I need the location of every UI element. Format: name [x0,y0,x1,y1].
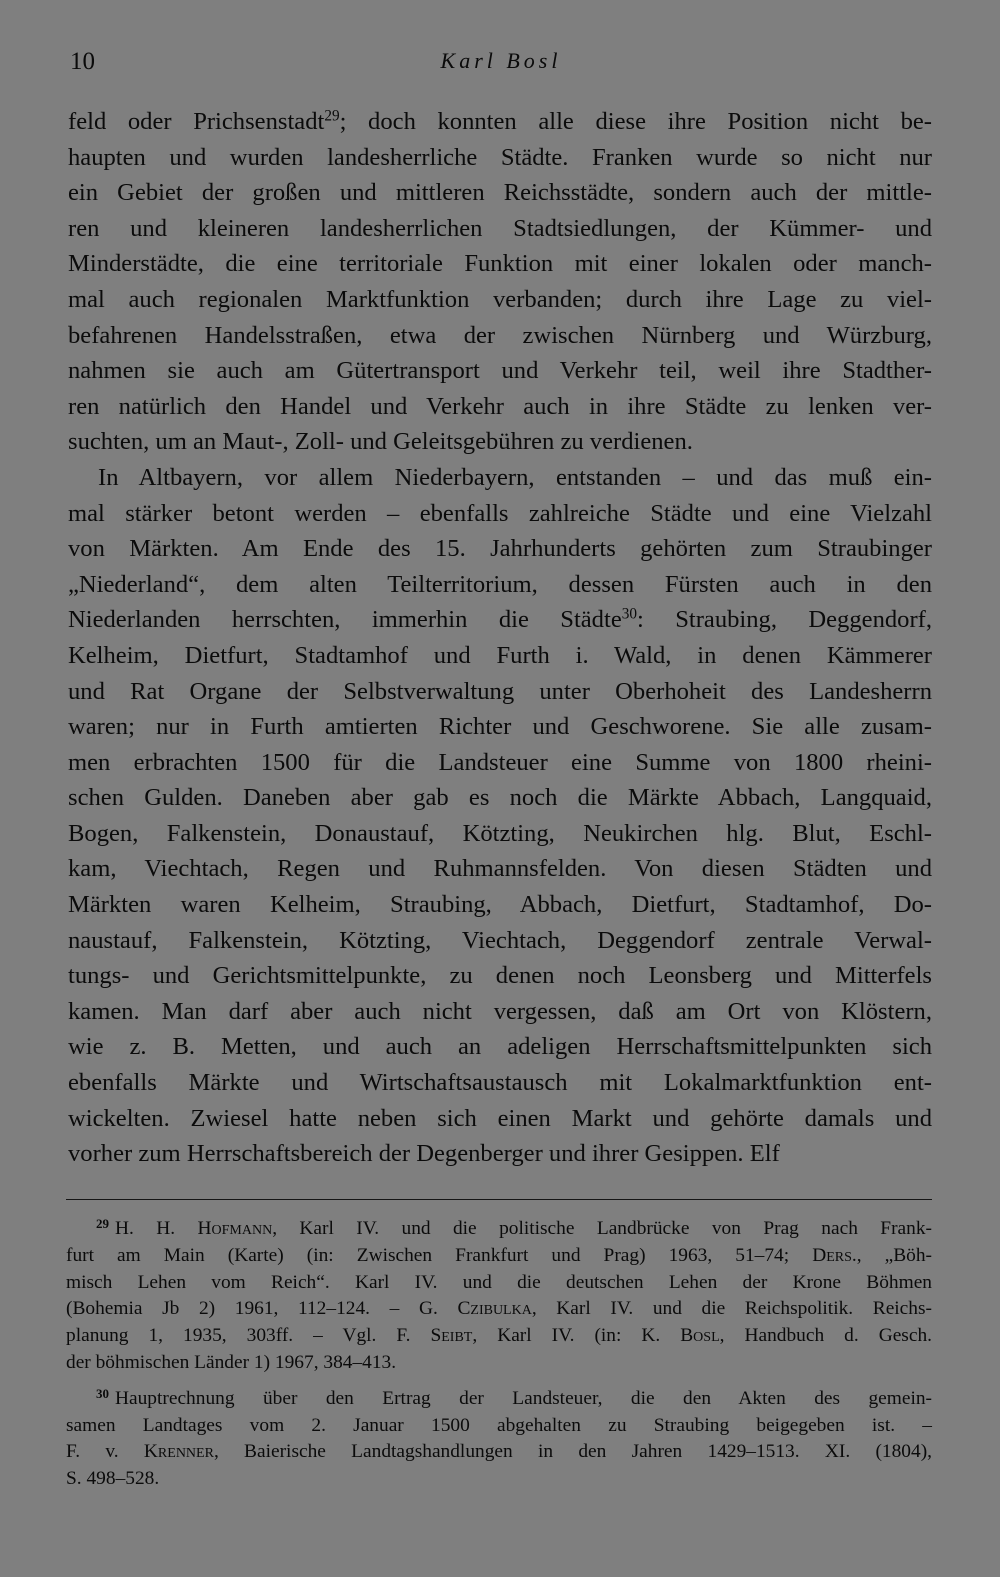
footnote-number: 29 [96,1216,109,1232]
author-name: Bosl [680,1325,720,1347]
footnote-reference[interactable]: 30 [621,605,637,623]
author-name: Hofmann [197,1218,273,1239]
text-line: Bogen, Falkenstein, Donaustauf, Kötzting, Neukirchen hlg. Blut, Eschl- [68,819,932,847]
footnote-line: samen Landtages vom 2. Januar 1500 abgehalten zu Straubing beigegeben ist. – [66,1414,932,1436]
footnote-separator [66,1199,932,1200]
text-line: kamen. Man darf aber auch nicht vergessen, daß am Ort von Klöstern, [68,997,932,1025]
footnote-reference[interactable]: 29 [324,107,340,125]
text-line: wickelten. Zwiesel hatte neben sich einen Markt und gehörte damals und [68,1104,932,1132]
text-line: Niederlanden herrschten, immerhin die Städte$^{30}$: Straubing, Deggendorf, [68,605,932,634]
text-line: In Altbayern, vor allem Niederbayern, entstanden – und das muß ein- [98,463,932,491]
text-line: haupten und wurden landesherrliche Städte. Franken wurde so nicht nur [68,143,932,171]
text-line: tungs- und Gerichtsmittelpunkte, zu denen noch Leonsberg und Mitterfels [68,962,932,990]
author-name: Czibulka [457,1298,532,1320]
footnote-30 [66,1386,932,1493]
text-line: von Märkten. Am Ende des 15. Jahrhunderts gehörten zum Straubinger [68,535,932,563]
text-line: ebenfalls Märkte und Wirtschaftsaustausch mit Lokalmarktfunktion ent- [68,1069,932,1097]
footnote-line: furt am Main (Karte) (in: Zwischen Frankfurt und Prag) 1963, 51–74; Ders., „Böh- [66,1244,932,1266]
text-line: befahrenen Handelsstraßen, etwa der zwischen Nürnberg und Würzburg, [68,321,932,349]
text-line: kam, Viechtach, Regen und Ruhmannsfelden. Von diesen Städten und [68,855,932,883]
footnote-line: F. v. Krenner, Baierische Landtagshandlungen in den Jahren 1429–1513. XI. (1804), [66,1441,932,1463]
main-text [68,104,932,1172]
running-head-author: Karl Bosl [440,48,562,73]
text-line: wie z. B. Metten, und auch an adeligen Herrschaftsmittelpunkten sich [68,1033,932,1061]
text-line: ein Gebiet der großen und mittleren Reichsstädte, sondern auch der mittle- [68,179,932,207]
footnote-number: 30 [96,1385,109,1401]
footnote-line: $^{30}$ Hauptrechnung über den Ertrag der Landsteuer, die den Akten des gemein- [96,1385,932,1409]
footnotes [66,1216,932,1502]
footnote-line: (Bohemia Jb 2) 1961, 112–124. – G. Czibulka, Karl IV. und die Reichspolitik. Reichs- [66,1298,932,1320]
author-name: Ders [812,1244,852,1266]
text-line: men erbrachten 1500 für die Landsteuer eine Summe von 1800 rheini- [68,748,932,776]
text-line: feld oder Prichsenstadt$^{29}$; doch konnten alle diese ihre Position nicht be- [68,107,932,135]
footnote-29 [66,1216,932,1377]
footnote-line: $^{29}$ H. H. Hofmann, Karl IV. und die politische Landbrücke von Prag nach Frank- [96,1216,932,1239]
text-line: „Niederland“, dem alten Teilterritorium, dessen Fürsten auch in den [68,570,932,598]
text-line: naustauf, Falkenstein, Kötzting, Viechtach, Deggendorf zentrale Verwal- [68,926,932,954]
text-line: mal auch regionalen Marktfunktion verbanden; durch ihre Lage zu viel- [68,285,932,313]
footnote-line: misch Lehen vom Reich“. Karl IV. und die deutschen Lehen der Krone Böhmen [66,1271,932,1293]
text-line: Minderstädte, die eine territoriale Funktion mit einer lokalen oder manch- [68,250,932,278]
text-line: schen Gulden. Daneben aber gab es noch die Märkte Abbach, Langquaid, [68,784,932,812]
footnote-line: der böhmischen Länder 1) 1967, 384–413. [66,1351,397,1373]
text-line: suchten, um an Maut-, Zoll- und Geleitsgebühren zu verdienen. [68,428,693,456]
text-line: und Rat Organe der Selbstverwaltung unter Oberhoheit des Landesherrn [68,677,932,705]
text-line: mal stärker betont werden – ebenfalls zahlreiche Städte und eine Vielzahl [68,499,932,527]
text-line: vorher zum Herrschaftsbereich der Degenberger und ihrer Gesippen. Elf [68,1140,780,1168]
author-name: Krenner [143,1441,214,1463]
text-line: ren und kleineren landesherrlichen Stadtsiedlungen, der Kümmer- und [68,214,932,242]
text-line: nahmen sie auch am Gütertransport und Verkehr teil, weil ihre Stadther- [68,357,932,385]
text-line: Märkten waren Kelheim, Straubing, Abbach, Dietfurt, Stadtamhof, Do- [68,891,932,919]
text-line: Kelheim, Dietfurt, Stadtamhof und Furth i. Wald, in denen Kämmerer [68,641,932,669]
page-header [70,48,932,82]
text-line: ren natürlich den Handel und Verkehr auch in ihre Städte zu lenken ver- [68,392,932,420]
author-name: Seibt [430,1325,473,1347]
footnote-line: planung 1, 1935, 303ff. – Vgl. F. Seibt, Karl IV. (in: K. Bosl, Handbuch d. Gesch. [66,1325,932,1347]
text-line: waren; nur in Furth amtierten Richter und Geschworene. Sie alle zusam- [68,713,932,741]
footnote-line: S. 498–528. [66,1468,160,1490]
page-number: 10 [70,48,95,75]
